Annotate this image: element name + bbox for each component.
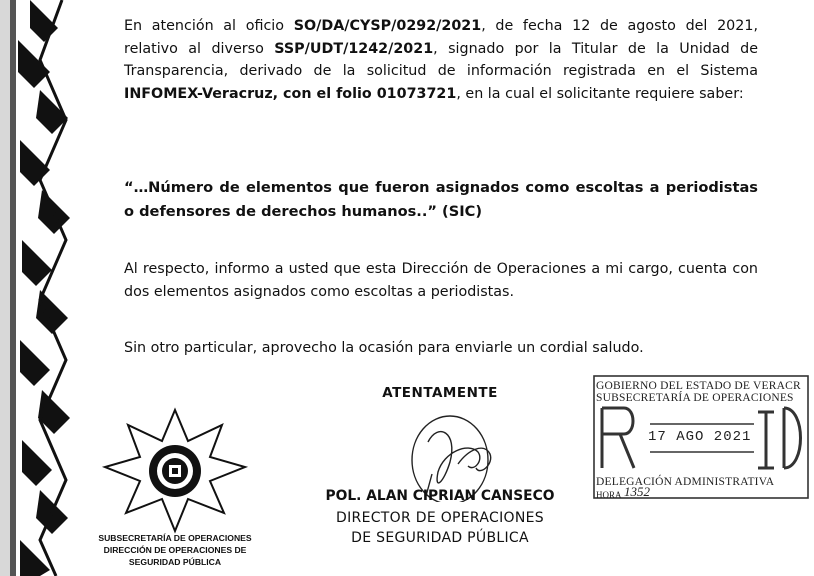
official-seal xyxy=(100,405,250,535)
paragraph-response: Al respecto, informo a usted que esta Dirección de Operaciones a mi cargo, cuenta con dos elementos asignados como escoltas a periodistas. xyxy=(124,261,758,300)
stamp-time: 1352 xyxy=(624,484,650,499)
text: , de fecha 12 de agosto del 2021, relativo al diverso xyxy=(124,18,759,57)
handwritten-signature xyxy=(398,402,518,502)
paragraph-closing: Sin otro particular, aprovecho la ocasión para enviarle un cordial saludo. xyxy=(124,340,644,356)
stamp-text: DELEGACIÓN ADMINISTRATIVA xyxy=(596,476,775,488)
diverso-number: SSP/UDT/1242/2021 xyxy=(274,40,434,57)
stamp-date: 17 AGO 2021 xyxy=(648,429,752,445)
text: , en la cual el solicitante requiere saber: xyxy=(456,85,744,102)
signer-title: DIRECTOR DE OPERACIONES xyxy=(336,510,544,526)
text: En atención al oficio xyxy=(124,18,294,34)
stamp-text: SUBSECRETARÍA DE OPERACIONES xyxy=(596,392,794,404)
oficio-number: SO/DA/CYSP/0292/2021 xyxy=(293,18,482,34)
seal-line: DIRECCIÓN DE OPERACIONES DE xyxy=(103,545,247,555)
stamp-hora-label: HORA xyxy=(596,490,622,500)
text: , signado por la Titular de la Unidad de Transparencia, derivado de la solicitud de información registrada en el Sistema xyxy=(124,40,758,79)
received-stamp xyxy=(590,372,814,502)
seal-line: SUBSECRETARÍA DE OPERACIONES xyxy=(98,533,252,543)
closing-word: ATENTAMENTE xyxy=(382,385,498,401)
seal-caption xyxy=(80,532,270,568)
paragraph-reference xyxy=(124,15,758,105)
stamp-text: GOBIERNO DEL ESTADO DE VERACR xyxy=(596,380,801,392)
signer-name: POL. ALAN CIPRIAN CANSECO xyxy=(325,488,555,504)
seal-line: SEGURIDAD PÚBLICA xyxy=(128,557,222,567)
quoted-request: “…Número de elementos que fueron asignados como escoltas a periodistas o defensores de derechos humanos..” (SIC) xyxy=(124,179,758,220)
signer-title-continued: DE SEGURIDAD PÚBLICA xyxy=(351,530,529,546)
infomex-folio: INFOMEX-Veracruz, con el folio 01073721 xyxy=(124,85,457,102)
decorative-border xyxy=(0,0,80,576)
